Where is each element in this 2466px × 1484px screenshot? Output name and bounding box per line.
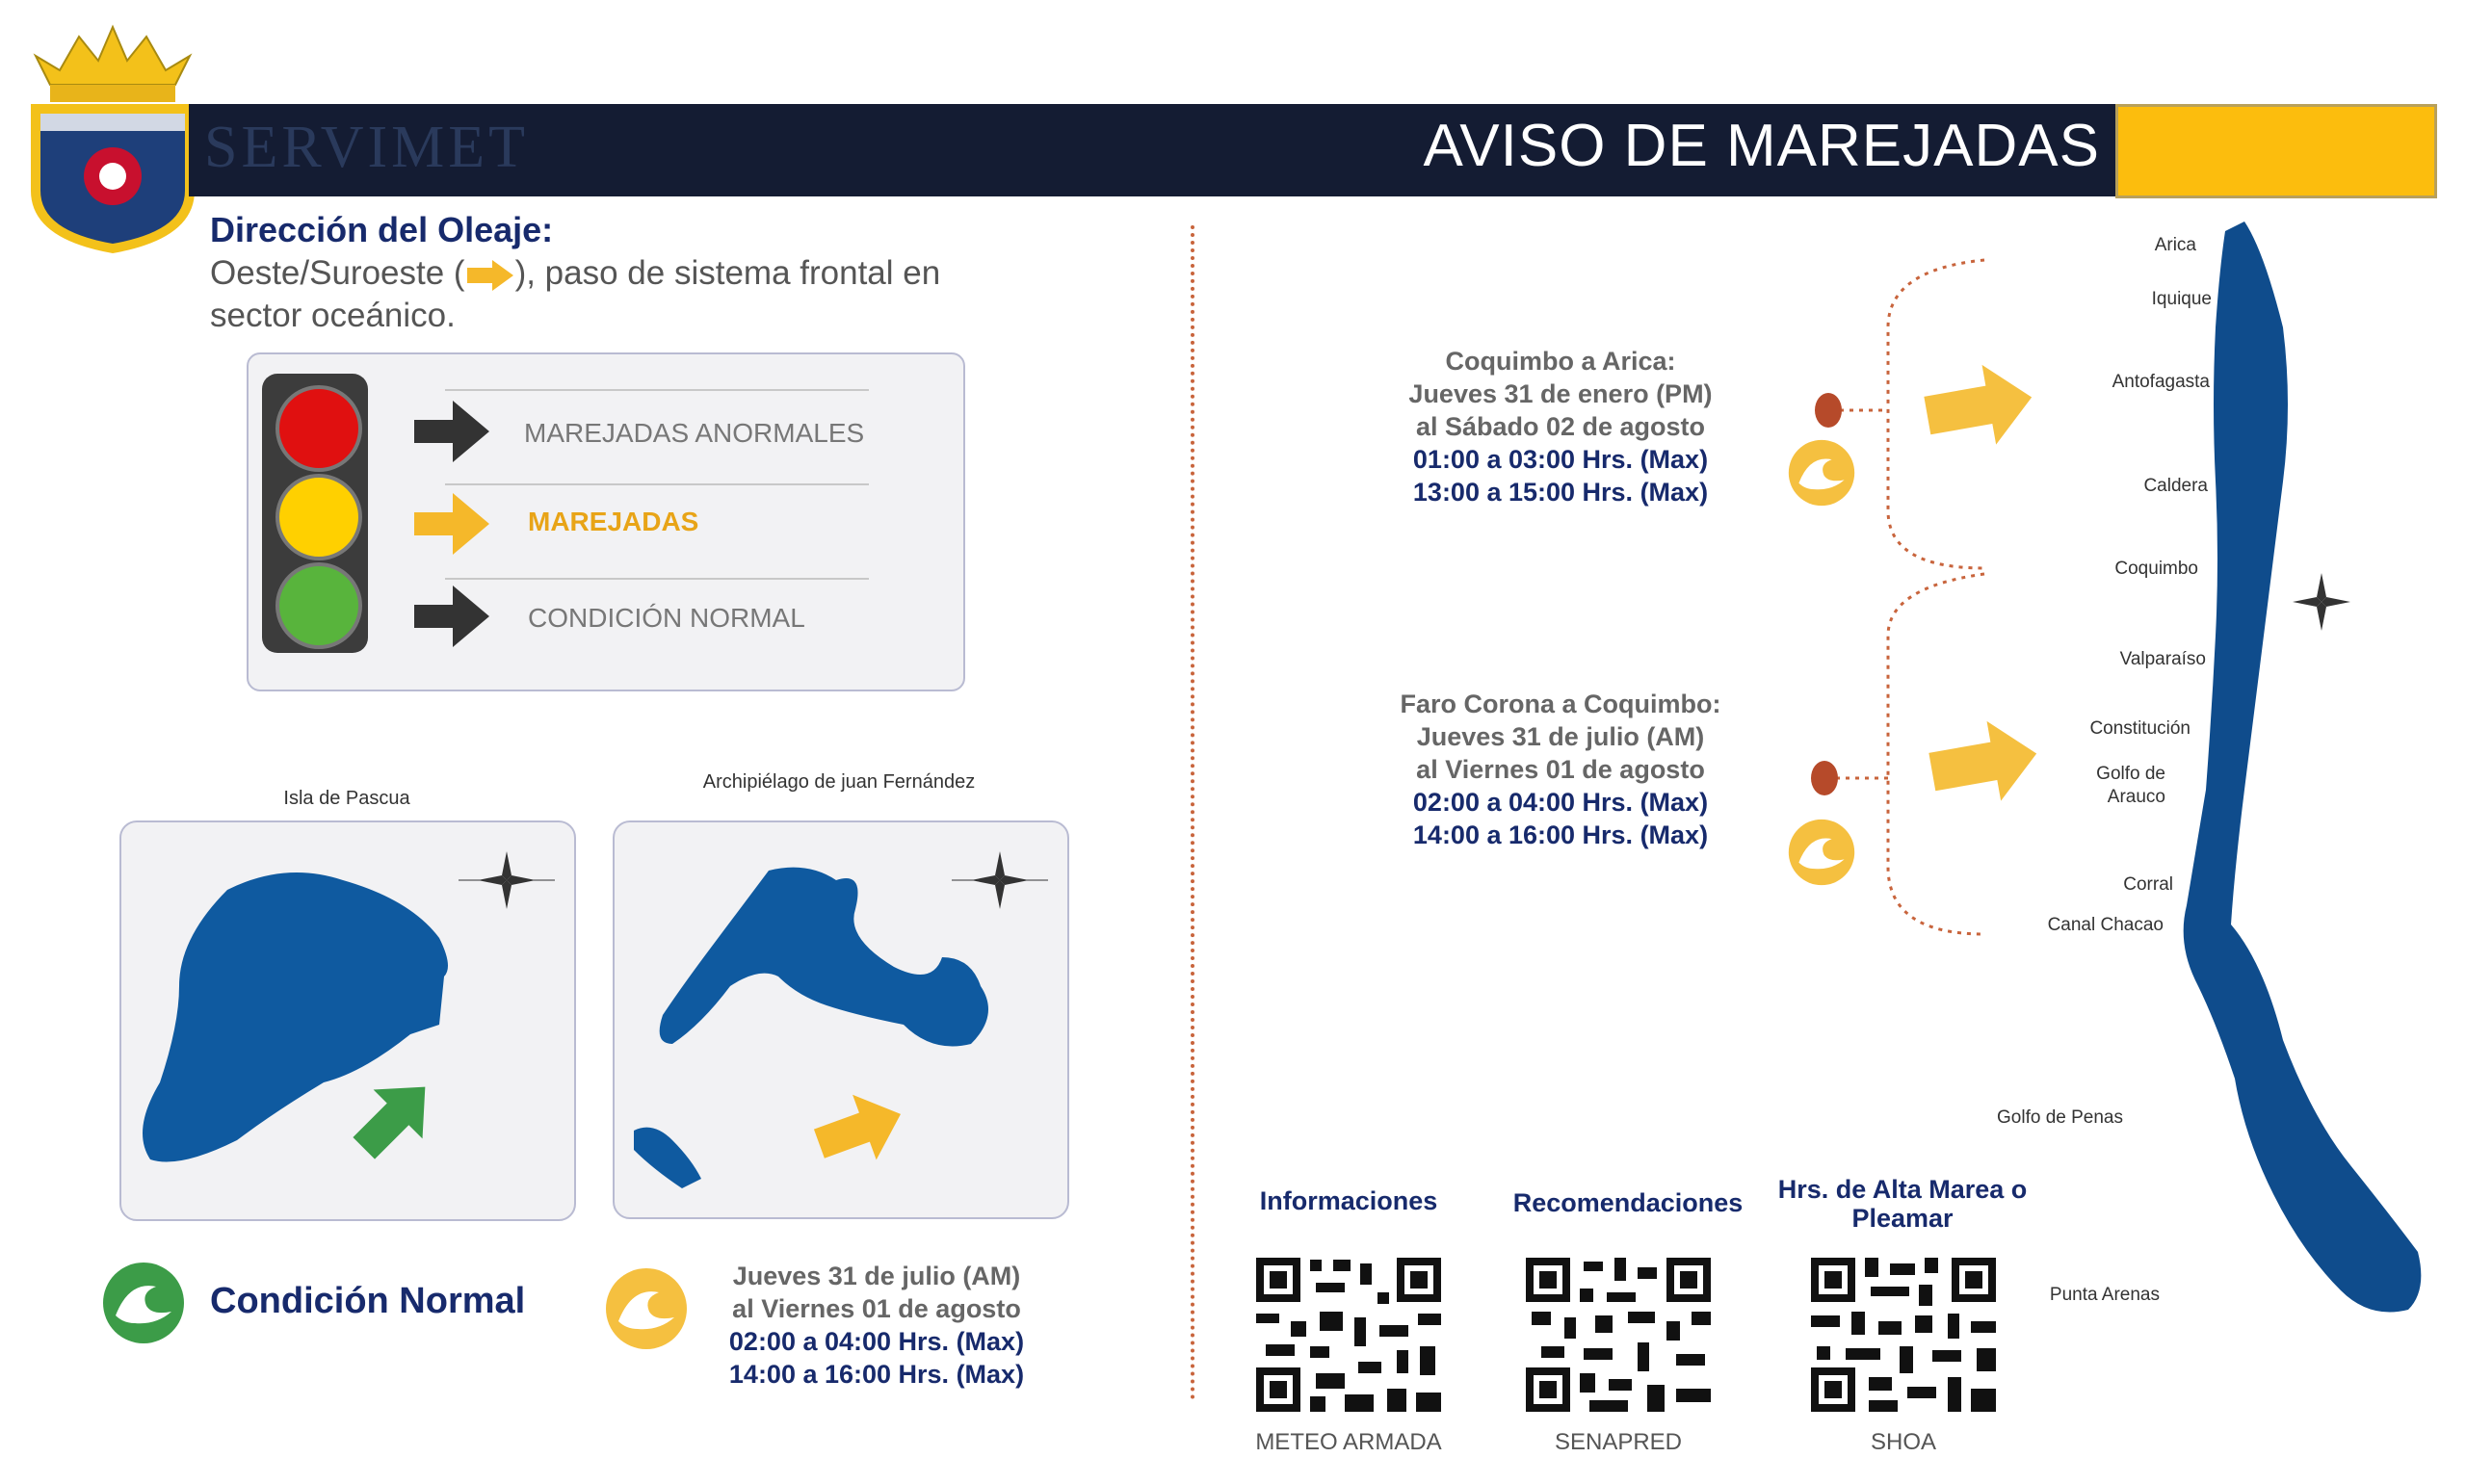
city-label: Antofagasta [2112, 372, 2210, 392]
compass-rose-icon [2293, 573, 2350, 631]
wave-direction-text-start: Oeste/Suroeste ( [210, 254, 465, 292]
yellow-arrow-icon [1921, 357, 2039, 456]
qr-title-info: Informaciones [1259, 1186, 1438, 1215]
yellow-arrow-icon [465, 258, 515, 293]
yellow-wave-icon [605, 1267, 688, 1350]
pascua-map-panel [119, 820, 576, 1221]
alert-level-swatch [2115, 104, 2437, 198]
city-label: Golfo de Penas [1997, 1107, 2123, 1128]
city-label: Golfo de Arauco [2096, 764, 2165, 807]
juan-fernandez-map [615, 822, 1067, 1217]
compass-rose-icon [952, 851, 1048, 909]
city-label: Valparaíso [2119, 649, 2206, 669]
compass-rose-icon [459, 851, 555, 909]
qr-code-shoa[interactable] [1807, 1254, 2000, 1416]
qr-caption-meteo: METEO ARMADA [1255, 1429, 1442, 1455]
zone-time: 14:00 a 16:00 Hrs. (Max) [1412, 820, 1709, 849]
qr-title-tides: Hrs. de Alta Marea o Pleamar [1777, 1175, 2028, 1233]
pascua-map [121, 822, 574, 1219]
juan-fernandez-caption: Archipiélago de juan Fernández [702, 771, 976, 793]
city-label: Arica [2154, 235, 2196, 255]
brand-name: SERVIMET [204, 115, 530, 180]
city-label: Constitución [2089, 718, 2191, 739]
island-schedule-line: al Viernes 01 de agosto [732, 1294, 1021, 1323]
zone-time: 01:00 a 03:00 Hrs. (Max) [1412, 445, 1709, 474]
legend-label-normal: CONDICIÓN NORMAL [528, 603, 805, 633]
juan-fernandez-map-panel [613, 820, 1069, 1219]
zone-name: Coquimbo a Arica: [1445, 347, 1676, 376]
green-wave-icon [102, 1262, 185, 1344]
zone-line: Jueves 31 de enero (PM) [1408, 379, 1713, 408]
zone-line: al Sábado 02 de agosto [1415, 412, 1706, 441]
traffic-light [262, 374, 368, 653]
section-divider [1191, 225, 1194, 1400]
legend-label-abnormal: MAREJADAS ANORMALES [524, 418, 865, 448]
page-title: AVISO DE MAREJADAS [1423, 113, 2100, 179]
yellow-light [275, 474, 362, 560]
qr-caption-shoa: SHOA [1870, 1429, 1936, 1455]
city-label: Coquimbo [2114, 559, 2198, 579]
zone-schedule-north [1368, 345, 1753, 508]
zone-schedule-central [1368, 688, 1753, 851]
green-arrow-icon [339, 1062, 450, 1173]
yellow-wave-icon [1788, 439, 1855, 507]
red-light [275, 385, 362, 472]
city-label: Corral [2123, 874, 2173, 895]
island-schedule-time: 02:00 a 04:00 Hrs. (Max) [728, 1327, 1025, 1356]
pascua-caption: Isla de Pascua [283, 788, 410, 809]
zone-marker-dot [1815, 393, 1842, 428]
zone-name: Faro Corona a Coquimbo: [1400, 690, 1721, 718]
wave-direction-label: Dirección del Oleaje: [210, 210, 554, 249]
city-label: Caldera [2143, 476, 2208, 496]
black-arrow-icon [412, 397, 491, 466]
zone-time: 02:00 a 04:00 Hrs. (Max) [1412, 788, 1709, 817]
island-schedule-time: 14:00 a 16:00 Hrs. (Max) [728, 1360, 1025, 1389]
zone-time: 13:00 a 15:00 Hrs. (Max) [1412, 478, 1709, 507]
navy-crest-logo [21, 17, 204, 258]
island-schedule [694, 1260, 1060, 1391]
yellow-arrow-icon [412, 489, 491, 559]
legend-label-swell: MAREJADAS [528, 507, 699, 536]
yellow-arrow-icon [807, 1081, 912, 1176]
qr-code-meteo-armada[interactable] [1252, 1254, 1445, 1416]
zone-line: al Viernes 01 de agosto [1416, 755, 1705, 784]
yellow-wave-icon [1788, 819, 1855, 886]
city-label: Iquique [2151, 289, 2212, 309]
city-label: Punta Arenas [2049, 1285, 2160, 1305]
wave-direction-text [210, 252, 981, 337]
black-arrow-icon [412, 582, 491, 651]
green-light [275, 562, 362, 649]
qr-code-senapred[interactable] [1522, 1254, 1715, 1416]
island-schedule-line: Jueves 31 de julio (AM) [732, 1262, 1021, 1290]
zone-marker-dot [1811, 761, 1838, 795]
qr-caption-senapred: SENAPRED [1554, 1429, 1683, 1455]
zone-line: Jueves 31 de julio (AM) [1416, 722, 1705, 751]
yellow-arrow-icon [1926, 714, 2042, 812]
normal-condition-label: Condición Normal [210, 1281, 526, 1321]
qr-title-recommendations: Recomendaciones [1512, 1188, 1744, 1217]
wave-direction-text-end: ), paso de sistema frontal en sector oceánico. [210, 254, 941, 334]
city-label: Canal Chacao [2047, 915, 2164, 935]
